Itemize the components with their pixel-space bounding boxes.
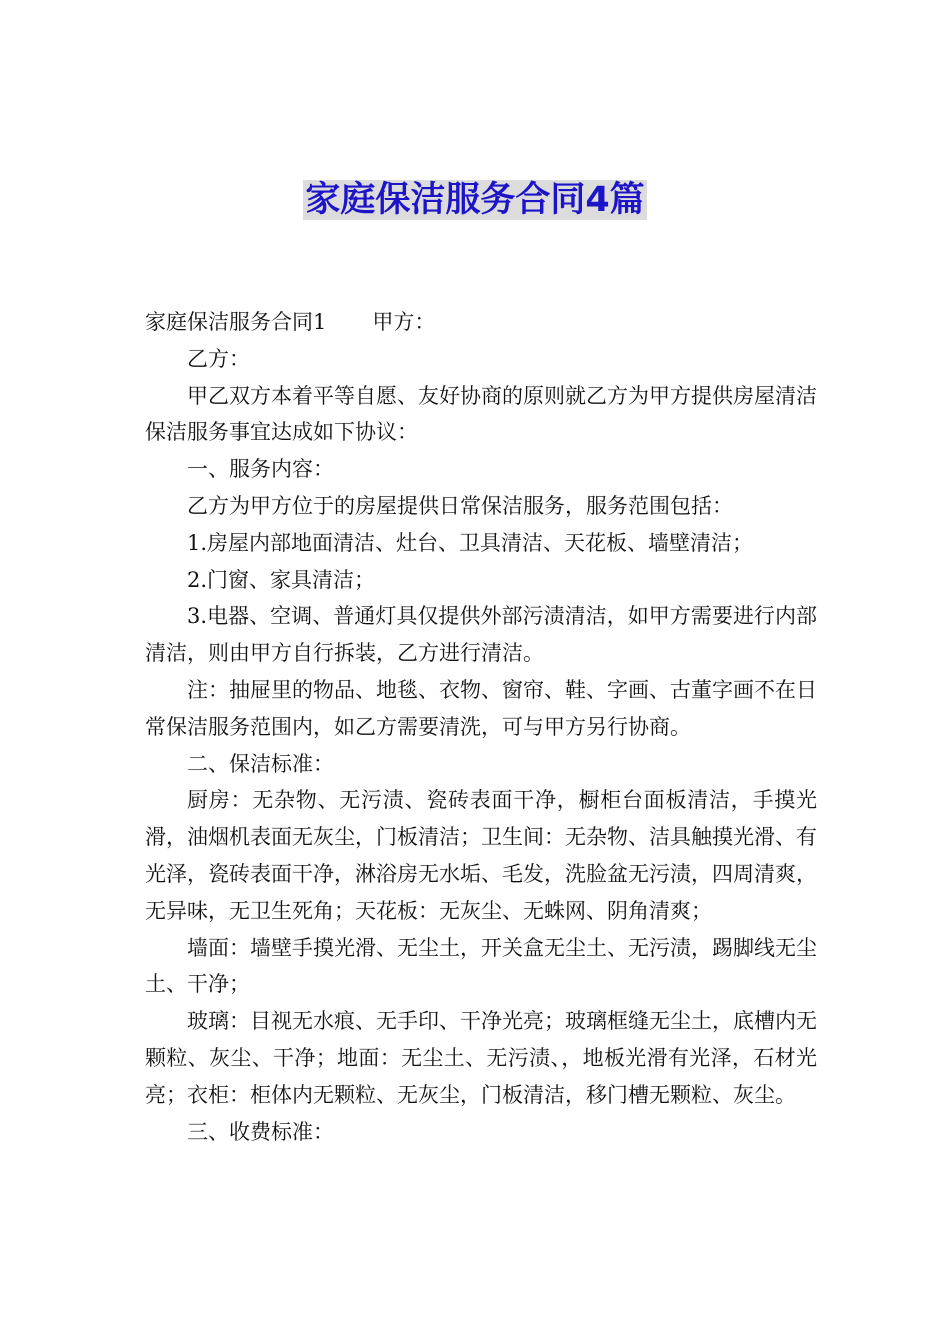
document-title-text: 家庭保洁服务合同4篇 [305,180,645,220]
contract-heading: 家庭保洁服务合同1 [145,310,327,334]
intro-line [145,304,817,341]
party-b-label: 乙方： [187,346,250,371]
party-a-label: 甲方： [372,310,436,334]
paragraph: 甲乙双方本着平等自愿、友好协商的原则就乙方为甲方提供房屋清洁保洁服务事宜达成如下协议： [145,383,817,445]
document-title [0,176,950,224]
paragraph: 玻璃：目视无水痕、无手印、干净光亮；玻璃框缝无尘土，底槽内无颗粒、灰尘、干净；地面：无尘土、无污渍、，地板光滑有光泽，石材光亮；衣柜：柜体内无颗粒、无灰尘，门板清洁，移门槽无颗粒、灰尘。 [145,1009,817,1107]
paragraph: 乙方为甲方位于的房屋提供日常保洁服务，服务范围包括： [187,493,733,518]
list-item: 2.门窗、家具清洁； [187,567,376,592]
section-heading: 二、保洁标准： [187,751,334,776]
document-body [145,304,817,1150]
list-item: 1.房屋内部地面清洁、灶台、卫具清洁、天花板、墙壁清洁； [187,530,754,555]
list-item: 3.电器、空调、普通灯具仅提供外部污渍清洁，如甲方需要进行内部清洁，则由甲方自行拆装，乙方进行清洁。 [145,604,817,666]
section-heading: 一、服务内容： [187,457,334,482]
paragraph: 厨房：无杂物、无污渍、瓷砖表面干净，橱柜台面板清洁，手摸光滑，油烟机表面无灰尘，门板清洁；卫生间：无杂物、洁具触摸光滑、有光泽，瓷砖表面干净，淋浴房无水垢、毛发，洗脸盆无污渍，四周清爽，无异味，无卫生死角；天花板：无灰尘、无蛛网、阴角清爽； [145,788,817,923]
note-paragraph: 注：抽屉里的物品、地毯、衣物、窗帘、鞋、字画、古董字画不在日常保洁服务范围内，如乙方需要清洗，可与甲方另行协商。 [145,677,817,739]
paragraph: 墙面：墙壁手摸光滑、无尘土，开关盒无尘土、无污渍，踢脚线无尘土、干净； [145,935,817,997]
section-heading: 三、收费标准： [187,1119,334,1144]
